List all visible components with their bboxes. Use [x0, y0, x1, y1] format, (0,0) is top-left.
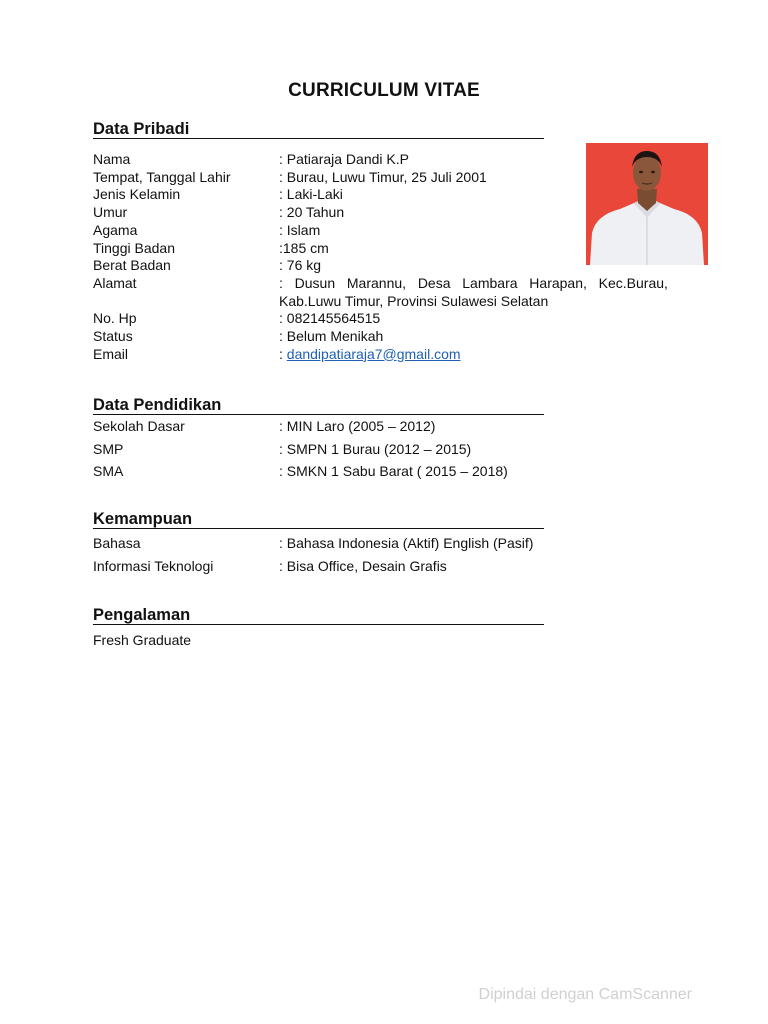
field-label: Bahasa [93, 535, 141, 551]
experience-text: Fresh Graduate [93, 632, 192, 648]
section-kemampuan [93, 510, 544, 575]
address-word: Kec.Burau, [598, 274, 668, 291]
row-tempat-tanggal-lahir [93, 169, 544, 187]
address-word: Marannu, [346, 274, 407, 291]
row-sekolah-dasar [93, 418, 544, 436]
address-word: : [279, 274, 283, 291]
field-value: : 76 kg [279, 257, 322, 274]
address-word: Lambara [462, 274, 518, 291]
field-value: : SMKN 1 Sabu Barat ( 2015 – 2018) [279, 463, 508, 480]
field-label: SMA [93, 463, 124, 480]
row-no-hp [93, 310, 544, 328]
field-value: : 20 Tahun [279, 204, 345, 221]
address-word: Dusun [294, 274, 336, 291]
field-value: : Belum Menikah [279, 328, 384, 345]
field-label: Agama [93, 221, 138, 238]
field-value: : MIN Laro (2005 – 2012) [279, 418, 436, 434]
document-title: CURRICULUM VITAE [288, 80, 480, 101]
email-link[interactable]: dandipatiaraja7@gmail.com [286, 345, 461, 362]
field-label: Tinggi Badan [93, 239, 175, 256]
person-photo-icon [586, 143, 708, 265]
row-sma [93, 463, 544, 481]
field-value: : 082145564515 [279, 310, 381, 327]
row-berat-badan [93, 257, 544, 275]
row-alamat [93, 274, 668, 310]
field-label: Status [93, 328, 133, 345]
address-word: Harapan, [529, 274, 587, 291]
row-email [93, 346, 544, 364]
field-label: Tempat, Tanggal Lahir [93, 168, 231, 185]
section-heading: Data Pribadi [93, 120, 544, 139]
row-bahasa [93, 535, 544, 553]
address-line-2: Kab.Luwu Timur, Provinsi Sulawesi Selatan [279, 292, 549, 309]
field-value: : Bahasa Indonesia (Aktif) English (Pasif) [279, 535, 534, 551]
field-value: :185 cm [279, 239, 329, 256]
field-label: Email [93, 345, 129, 362]
field-value [279, 346, 676, 364]
row-jenis-kelamin [93, 186, 544, 204]
profile-photo [586, 143, 708, 265]
row-status [93, 328, 544, 346]
field-value [279, 275, 676, 310]
field-value: : Laki-Laki [279, 186, 343, 203]
row-nama [93, 151, 544, 169]
row-informasi-teknologi [93, 558, 544, 576]
field-label: Informasi Teknologi [93, 557, 214, 574]
field-value: : SMPN 1 Burau (2012 – 2015) [279, 440, 472, 457]
field-value: : Burau, Luwu Timur, 25 Juli 2001 [279, 168, 487, 185]
row-agama [93, 222, 544, 240]
field-label: No. Hp [93, 310, 137, 327]
field-label: Sekolah Dasar [93, 418, 185, 434]
field-value: : Bisa Office, Desain Grafis [279, 557, 447, 574]
field-label: Umur [93, 204, 128, 221]
field-label: Berat Badan [93, 257, 171, 274]
field-value: : Patiaraja Dandi K.P [279, 151, 409, 167]
email-prefix: : [279, 345, 287, 362]
section-heading: Data Pendidikan [93, 396, 544, 415]
row-tinggi-badan [93, 240, 544, 258]
field-label: Nama [93, 151, 131, 167]
field-value: : Islam [279, 221, 321, 238]
scanner-watermark: Dipindai dengan CamScanner [478, 986, 692, 1003]
field-label: Alamat [93, 274, 137, 291]
field-label: Jenis Kelamin [93, 186, 181, 203]
section-data-pendidikan [93, 396, 544, 481]
section-heading: Pengalaman [93, 606, 544, 625]
section-pengalaman [93, 606, 544, 649]
row-umur [93, 204, 544, 222]
section-data-pribadi [93, 120, 668, 363]
row-smp [93, 441, 544, 459]
field-label: SMP [93, 440, 124, 457]
address-word: Desa [417, 274, 451, 291]
section-heading: Kemampuan [93, 510, 544, 529]
